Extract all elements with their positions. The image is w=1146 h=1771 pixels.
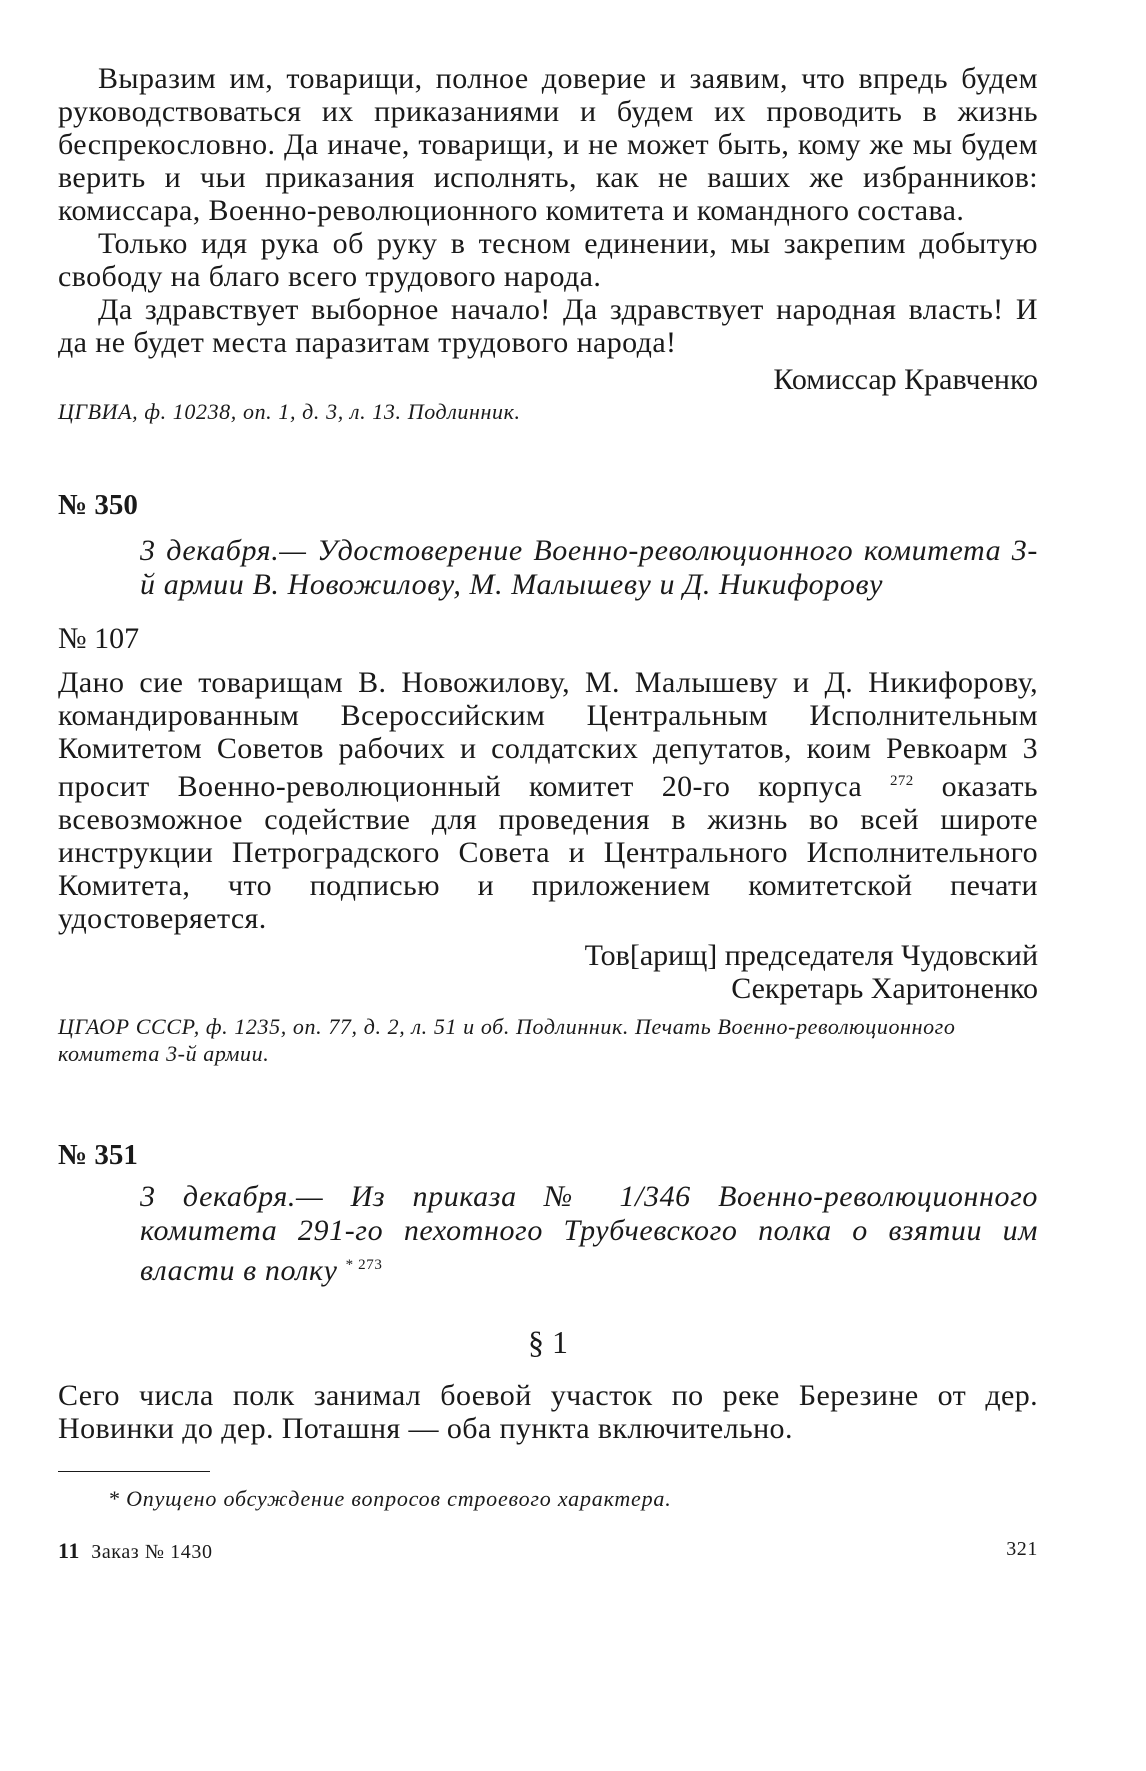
- doc-351-heading: [140, 1180, 1038, 1288]
- doc-351-footnote-ref: * 273: [345, 1257, 383, 1273]
- footer-order: [58, 1538, 213, 1564]
- footer-order-text: Заказ № 1430: [91, 1541, 213, 1563]
- doc-350-body-part1: Дано сие товарищам В. Новожилову, М. Малышеву и Д. Никифорову, командированным Всероссийским Центральным Исполнительным Комитетом Советов рабочих и солдатских депутатов, коим Ревкоарм 3 просит Военно-революционный комитет 20-го корпуса: [58, 666, 1038, 803]
- intro-paragraph-1: Выразим им, товарищи, полное доверие и заявим, что впредь будем руководствоваться их приказаниями и будем их проводить в жизнь беспрекословно. Да иначе, товарищи, и не может быть, кому же мы будем верить и чьи приказания исполнять, как не ваших же избранников: комиссара, Военно-революционного комитета и командного состава.: [58, 62, 1038, 227]
- doc-350-number: № 350: [58, 489, 138, 521]
- doc-351-body: Сего числа полк занимал боевой участок по реке Березине от дер. Новинки до дер. Поташня — оба пункта включительно.: [58, 1379, 1038, 1445]
- doc-350-reg-number: № 107: [58, 622, 140, 655]
- doc-350-source: ЦГАОР СССР, ф. 1235, оп. 77, д. 2, л. 51 и об. Подлинник. Печать Военно-революционного комитета 3-й армии.: [58, 1014, 956, 1066]
- intro-paragraph-2: Только идя рука об руку в тесном единении, мы закрепим добытую свободу на благо всего трудового народа.: [58, 227, 1038, 293]
- page-footer: [58, 1538, 1038, 1564]
- intro-source: ЦГВИА, ф. 10238, оп. 1, д. 3, л. 13. Подлинник.: [58, 399, 521, 424]
- document-351: [58, 1139, 1038, 1445]
- intro-section: [58, 62, 1038, 425]
- doc-350-body: [58, 666, 1038, 935]
- doc-350-body-part2: оказать всевозможное содействие для проведения в жизнь во всей широте инструкции Петроградского Совета и Центрального Исполнительного Комитета, что подписью и приложением комитетской печати удостоверяется.: [58, 770, 1038, 935]
- doc-350-signature-secretary: Секретарь Харитоненко: [731, 972, 1038, 1005]
- intro-paragraph-3: Да здравствует выборное начало! Да здравствует народная власть! И да не будет места паразитам трудового народа!: [58, 293, 1038, 359]
- doc-351-heading-text: 3 декабря.— Из приказа № 1/346 Военно-революционного комитета 291-го пехотного Трубчевского полка о взятии им власти в полку: [140, 1180, 1038, 1287]
- footnote: * Опущено обсуждение вопросов строевого характера.: [108, 1486, 672, 1511]
- footer-signature-mark: 11: [58, 1538, 80, 1563]
- intro-signature: Комиссар Кравченко: [773, 363, 1038, 396]
- document-page: [58, 62, 1038, 1564]
- doc-350-signature-chair: Тов[арищ] председателя Чудовский: [584, 939, 1038, 972]
- doc-350-footnote-ref: 272: [889, 773, 914, 789]
- doc-351-number: № 351: [58, 1139, 138, 1171]
- doc-350-heading: 3 декабря.— Удостоверение Военно-революционного комитета 3-й армии В. Новожилову, М. Малышеву и Д. Никифорову: [140, 534, 1038, 601]
- page-number: 321: [1006, 1538, 1038, 1560]
- doc-351-section-mark: § 1: [528, 1324, 568, 1360]
- document-350: [58, 489, 1038, 1067]
- footnote-divider: [58, 1471, 210, 1472]
